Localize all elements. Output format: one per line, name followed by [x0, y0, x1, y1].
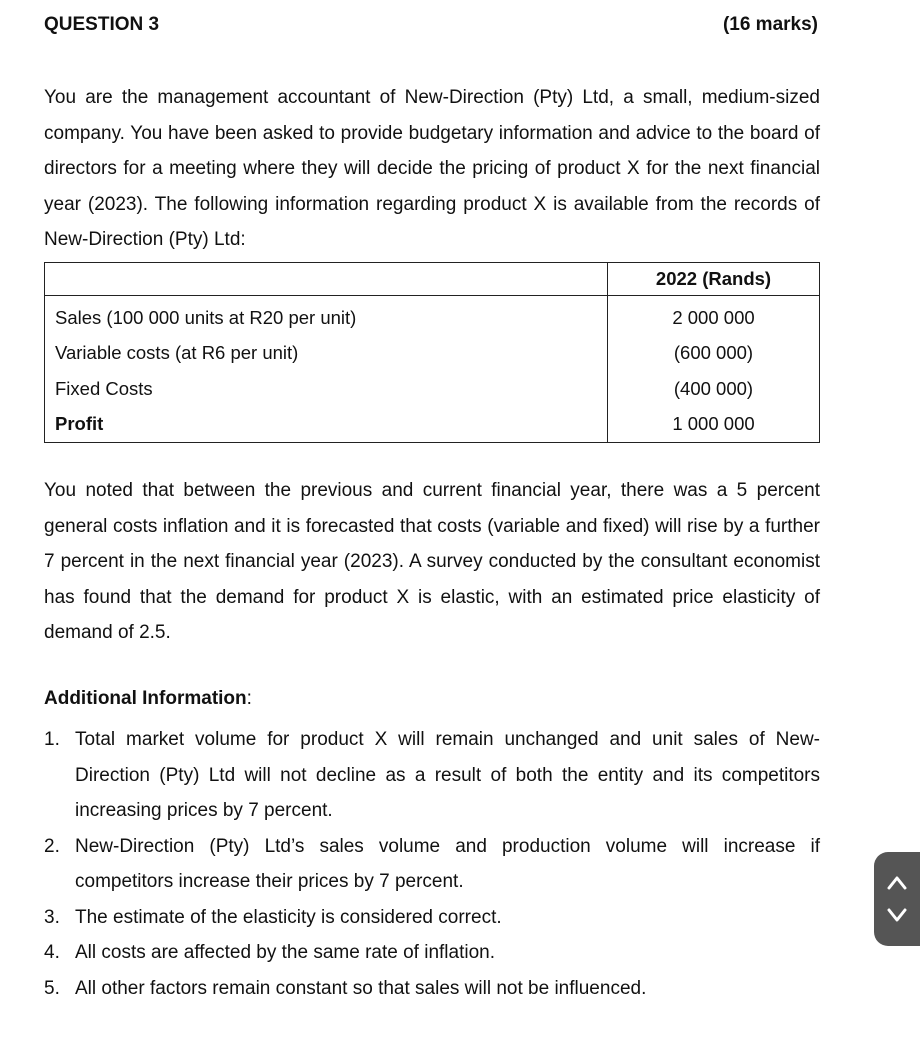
- page-nav-tab[interactable]: [874, 852, 920, 946]
- list-item-number: 2.: [44, 835, 60, 857]
- table-header-item: [45, 263, 608, 296]
- financial-table: [44, 262, 820, 443]
- list-item-text: All costs are affected by the same rate of inflation.: [75, 942, 495, 963]
- additional-info-colon: :: [246, 688, 252, 709]
- table-cell-value: 2 000 000: [608, 296, 820, 336]
- list-item-text: The estimate of the elasticity is considered correct.: [75, 906, 502, 928]
- intro-paragraph: You are the management accountant of New-Direction (Pty) Ltd, a small, medium-sized company. You have been asked to provide budgetary information and advice to the board of directors for a meeting where they will decide the pricing of product X for the next financial year (2023). The following information regarding product X is available from the records of New-Direction (Pty) Ltd:: [44, 87, 820, 250]
- additional-info-heading: [44, 688, 252, 710]
- list-item-text: Total market volume for product X will remain unchanged and unit sales of New-Direction (Pty) Ltd will not decline as a result of both the entity and its competitors increasing prices by 7 percent.: [75, 729, 820, 821]
- list-item: [44, 971, 820, 1007]
- question-title: QUESTION 3: [44, 14, 160, 35]
- additional-info-list: [44, 722, 820, 1006]
- list-item-number: 1.: [44, 729, 60, 750]
- table-row: [45, 336, 820, 371]
- list-item-text: New-Direction (Pty) Ltd’s sales volume and production volume will increase if competitors increase their prices by 7 percent.: [75, 835, 820, 892]
- table-cell-value-profit: 1 000 000: [608, 407, 820, 443]
- list-item: [44, 829, 820, 900]
- question-marks: (16 marks): [722, 14, 818, 35]
- table-cell-value: (600 000): [608, 336, 820, 371]
- list-item-number: 3.: [44, 906, 60, 928]
- table-cell-item-profit: Profit: [45, 407, 608, 443]
- chevron-up-down-icon: [884, 870, 910, 928]
- list-item-number: 4.: [44, 942, 60, 963]
- notes-paragraph: You noted that between the previous and current financial year, there was a 5 percent general costs inflation and it is forecasted that costs (variable and fixed) will rise by a further 7 percent in the next financial year (2023). A survey conducted by the consultant economist has found that the demand for product X is elastic, with an estimated price elasticity of demand of 2.5.: [44, 480, 820, 643]
- list-item: [44, 900, 820, 936]
- table-cell-item: Sales (100 000 units at R20 per unit): [45, 296, 608, 336]
- additional-info-title: Additional Information: [44, 688, 247, 709]
- list-item-number: 5.: [44, 977, 60, 999]
- table-row: [45, 296, 820, 336]
- table-cell-item: Fixed Costs: [45, 371, 608, 406]
- table-header-value: 2022 (Rands): [608, 263, 820, 296]
- question-header: [44, 14, 818, 40]
- list-item: [44, 935, 820, 971]
- list-item: [44, 722, 820, 829]
- table-cell-item: Variable costs (at R6 per unit): [45, 336, 608, 371]
- table-cell-value: (400 000): [608, 371, 820, 406]
- table-row: [45, 371, 820, 406]
- list-item-text: All other factors remain constant so that sales will not be influenced.: [75, 977, 647, 999]
- table-header-row: [45, 263, 820, 296]
- table-row: [45, 407, 820, 443]
